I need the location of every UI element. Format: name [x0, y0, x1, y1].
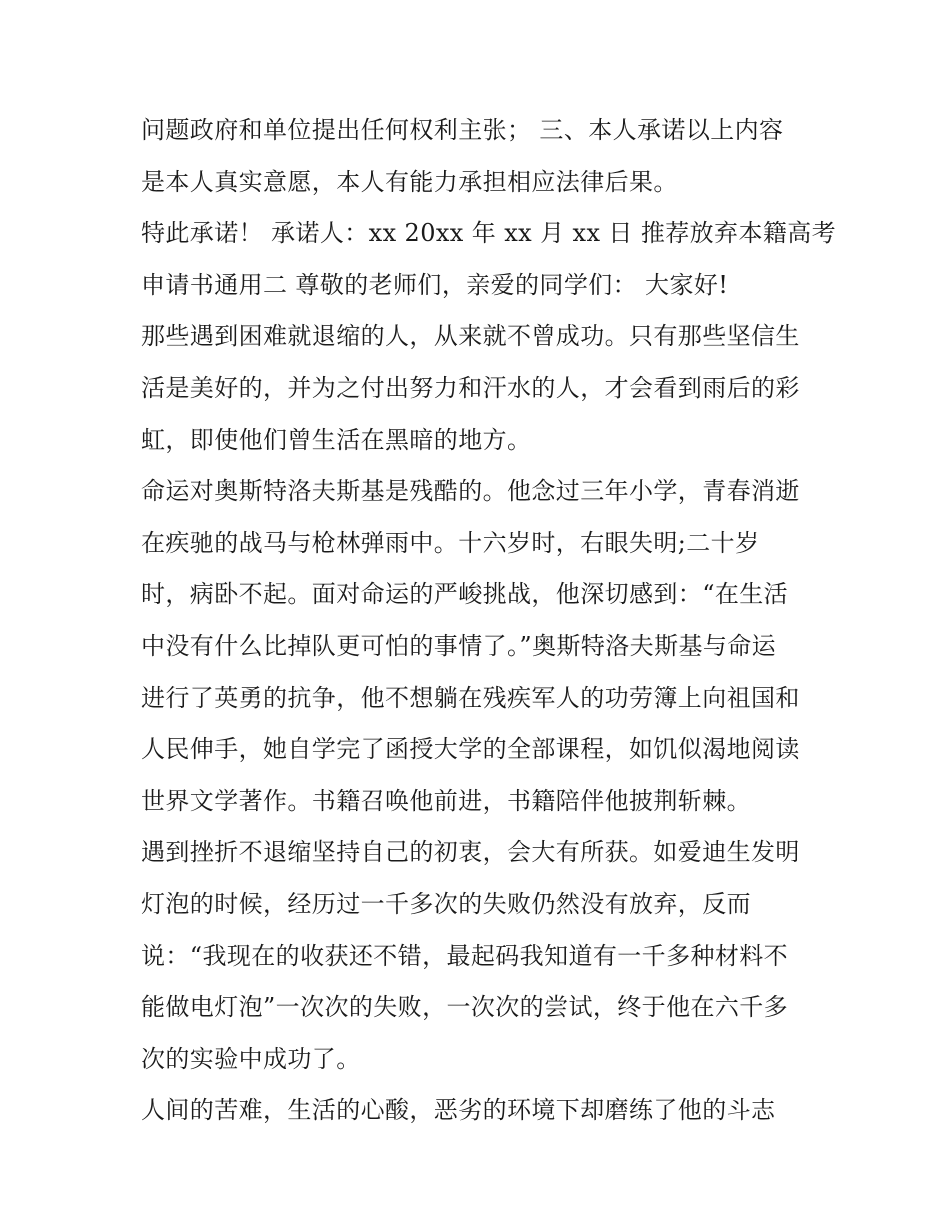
text-line: 进行了英勇的抗争，他不想躺在残疾军人的功劳簿上向祖国和	[141, 683, 800, 712]
text-line: 说：“我现在的收获还不错，最起码我知道有一千多种材料不	[141, 941, 789, 970]
text-line: 命运对奥斯特洛夫斯基是残酷的。他念过三年小学，青春消逝	[141, 477, 800, 506]
text-line: 人民伸手，她自学完了函授大学的全部课程，如饥似渴地阅读	[141, 735, 800, 764]
text-line: 特此承诺！ 承诺人：xx 20xx 年 xx 月 xx 日 推荐放弃本籍高考	[141, 219, 837, 248]
text-line: 中没有什么比掉队更可怕的事情了。”奥斯特洛夫斯基与命运	[141, 631, 777, 660]
text-line: 灯泡的时候，经历过一千多次的失败仍然没有放弃，反而	[141, 889, 751, 918]
document-body	[141, 105, 837, 1137]
text-line: 问题政府和单位提出任何权利主张； 三、本人承诺以上内容	[141, 116, 784, 144]
text-line: 世界文学著作。书籍召唤他前进，书籍陪伴他披荆斩棘。	[141, 786, 751, 815]
text-line: 时，病卧不起。面对命运的严峻挑战，他深切感到：“在生活	[141, 580, 789, 609]
text-line: 遇到挫折不退缩坚持自己的初衷，会大有所获。如爱迪生发明	[141, 838, 800, 867]
text-line: 在疾驰的战马与枪林弹雨中。十六岁时，右眼失明;二十岁	[141, 528, 760, 557]
text-line: 能做电灯泡”一次次的失败，一次次的尝试，终于他在六千多	[141, 993, 789, 1022]
text-line: 那些遇到困难就退缩的人，从来就不曾成功。只有那些坚信生	[141, 322, 800, 351]
text-line: 虹，即使他们曾生活在黑暗的地方。	[141, 425, 532, 454]
text-line: 是本人真实意愿，本人有能力承担相应法律后果。	[141, 167, 678, 196]
text-line: 申请书通用二 尊敬的老师们，亲爱的同学们： 大家好!	[141, 270, 729, 299]
text-line: 人间的苦难，生活的心酸，恶劣的环境下却磨练了他的斗志	[141, 1096, 776, 1125]
text-line: 次的实验中成功了。	[141, 1044, 361, 1073]
text-line: 活是美好的，并为之付出努力和汗水的人，才会看到雨后的彩	[141, 373, 800, 402]
